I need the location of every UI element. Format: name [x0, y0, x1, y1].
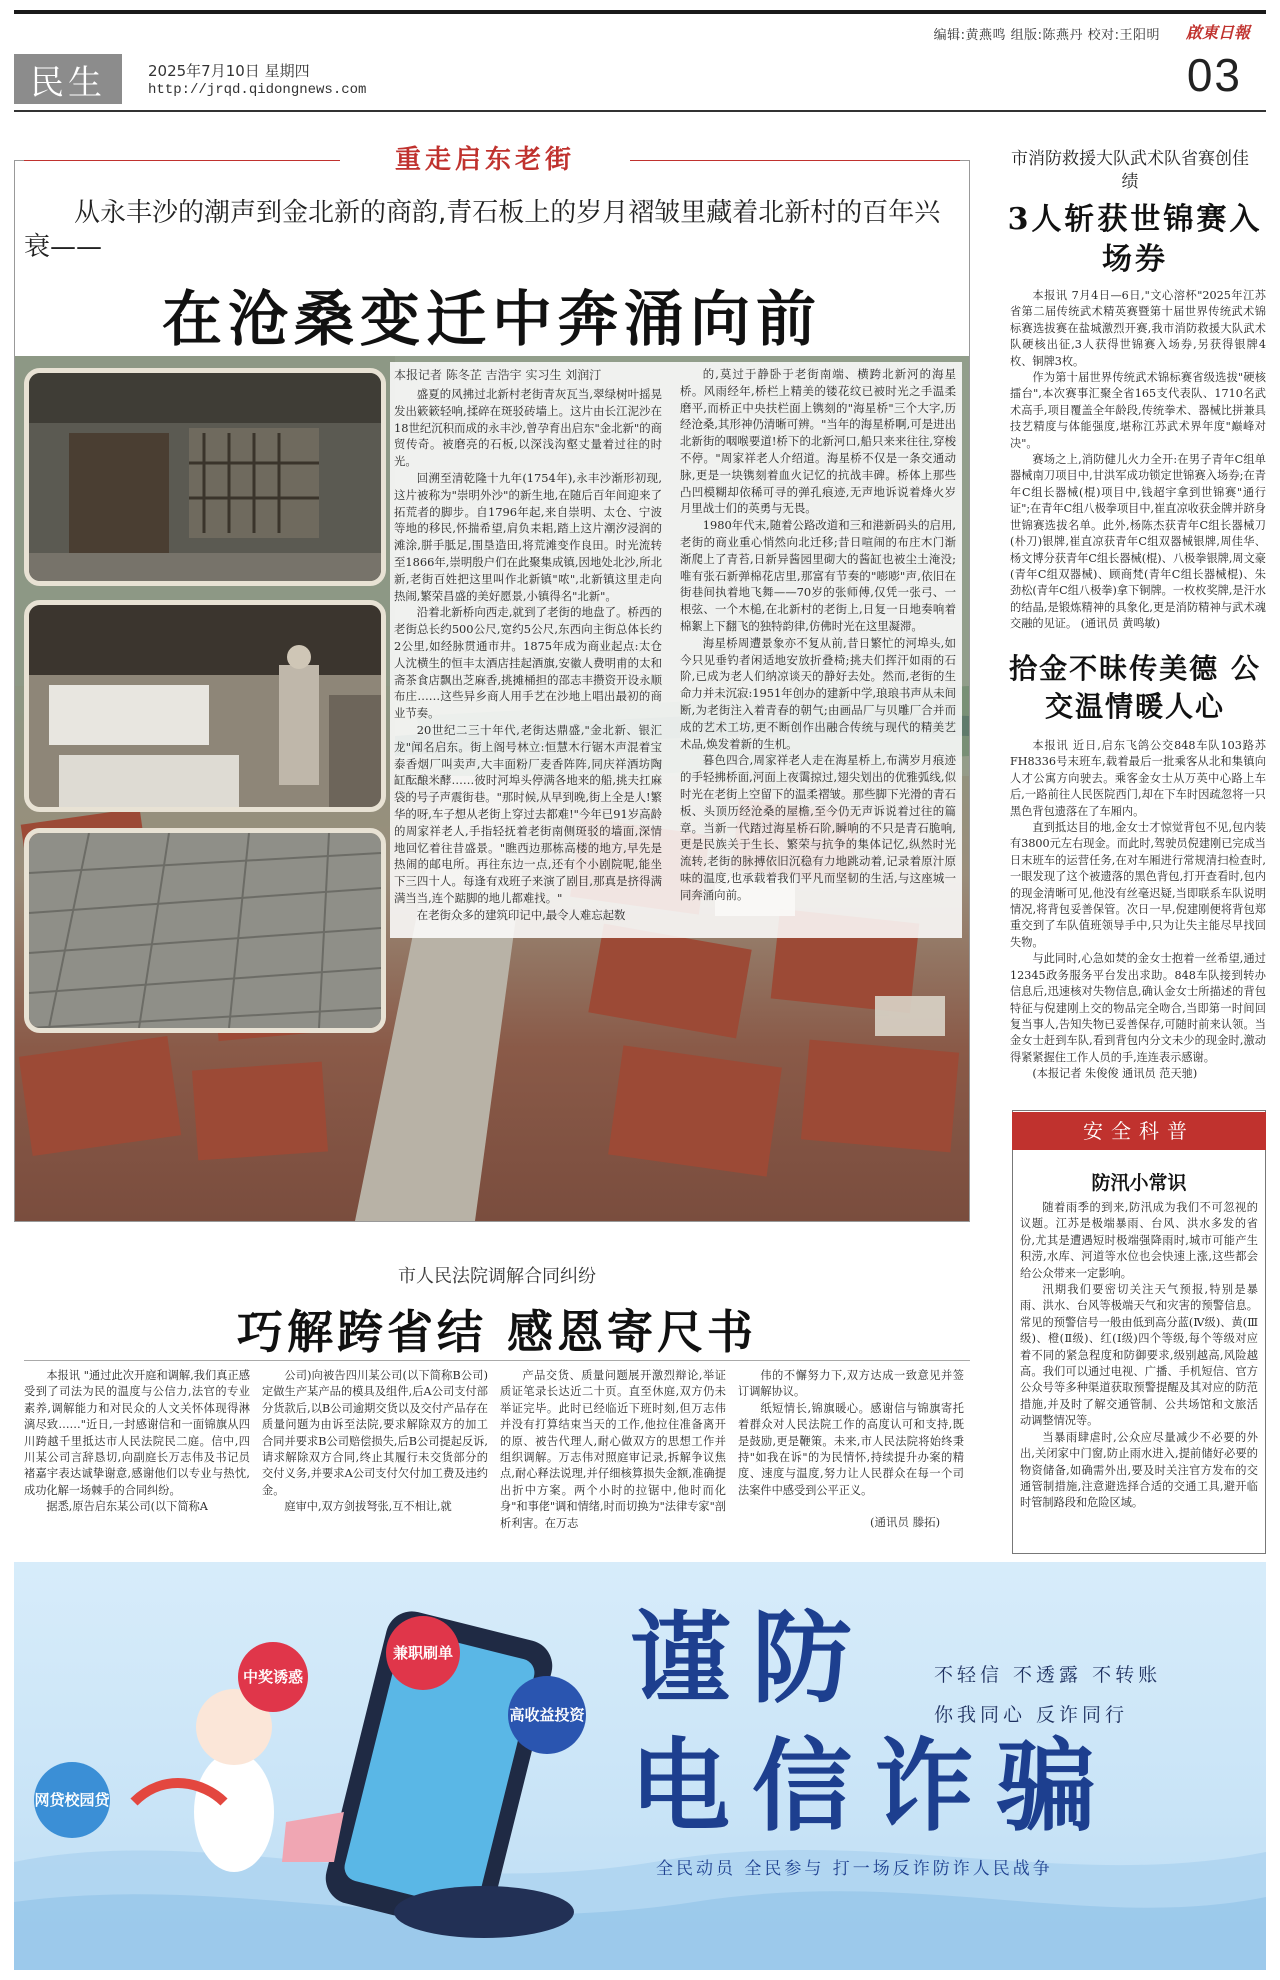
page-number: 03	[1186, 49, 1242, 101]
bubble-part-time-scam: 兼职刷单	[386, 1616, 460, 1690]
ad-title-line1: 谨防	[630, 1600, 874, 1717]
editor-credits: 编辑:黄燕鸣 组版:陈燕丹 校对:王阳明	[933, 28, 1160, 43]
issue-url[interactable]: http://jrqd.qidongnews.com	[148, 82, 367, 98]
top-rule	[14, 10, 1266, 14]
paragraph: (本报记者 朱俊俊 通讯员 范天驰)	[1032, 1067, 1198, 1081]
ad-slogan-1: 不轻信 不透露 不转账	[934, 1664, 1162, 1686]
paragraph: 直到抵达目的地,金女士才惊觉背包不见,包内装有3800元左右现金。而此时,驾驶员倪建刚已完成当日末班车的运营任务,在对车厢进行常规清扫检查时,一眼发现了这个被遗落的黑色背包,打开查看时,包内的现金清晰可见,他没有丝毫迟疑,当即联系车队说明情况,将背包妥善保管。次日一早,倪建刚便将背包郑重交到了车队值班领导手中,只为让失主能尽早找回失物。	[1010, 821, 1266, 949]
paragraph: 海星桥周遭景象亦不复从前,昔日繁忙的河埠头,如今只见垂钓者闲适地安放折叠椅;挑夫们挥汗如雨的石阶,已成为老人们纳凉谈天的静好去处。然而,老街的生命力并未沉寂:1951年创办的建新中学,琅琅书声从未间断,为老街注入着青春的朝气;由画品厂与贝雕厂合并而成的艺术工坊,更不断创作出融合传统与现代的精美艺术品,焕发着新的生机。	[680, 635, 956, 751]
paragraph: 公司)向被告四川某公司(以下简称B公司)定做生产某产品的模具及组件,后A公司支付部分货款后,以B公司逾期交货以及交付产品存在质量问题为由诉至法院,要求解除双方的加工合同并要求B公司赔偿损失,后B公司提起反诉,请求解除双方合同,终止其履行未交货部分的交付义务,并要求A公司支付欠付加工费及违约金。	[262, 1369, 488, 1497]
fire-kicker: 市消防救援大队武术队省赛创佳绩	[1011, 149, 1249, 192]
paragraph: 与此同时,心急如焚的金女士抱着一丝希望,通过12345政务服务平台发出求助。848车队接到转办信息后,迅速核对失物信息,确认金女士所描述的背包特征与倪建刚上交的物品完全吻合,当即第一时间回复当事人,告知失物已妥善保存,可随时前来认领。当金女士赶到车队,看到背包内分文未少的现金时,激动得紧紧握住工作人员的手,连连表示感谢。	[1010, 952, 1266, 1064]
court-column-2-text	[262, 1368, 488, 1516]
bus-body-text	[1010, 738, 1266, 1083]
feature-kicker: 重走启东老街	[340, 140, 630, 180]
photo-cotton-shop	[24, 600, 386, 812]
paragraph: 本报讯 7月4日—6日,"文心溶杯"2025年江苏省第二届传统武术精英赛暨第十届世界传统武术锦标赛选拔赛在盐城激烈开赛,我市消防救援大队武术队硬核出征,3人获得世锦赛入场券,另获得银牌4枚、铜牌3枚。	[1010, 289, 1266, 368]
paragraph: 庭审中,双方剑拔弩张,互不相让,就	[284, 1500, 452, 1514]
court-column-2	[262, 1368, 488, 1538]
feature-column-1	[394, 386, 662, 934]
fire-headline-text: 3人斩获世锦赛入场券	[1007, 202, 1263, 277]
court-column-3	[500, 1368, 726, 1538]
paragraph: 本报讯 近日,启东飞鸽公交848车队103路苏FH8336号末班车,载着最后一批乘客从北和集镇向人才公寓方向驶去。乘客金女士从万英中心路上车后,一路前往人民医院西门,却在下车时因疏忽将一只黑色背包遗落在了车厢内。	[1010, 739, 1266, 818]
feature-column-2-text	[680, 366, 956, 904]
paragraph: 1980年代末,随着公路改道和三和港新码头的启用,老街的商业重心悄然向北迁移;昔日喧闹的布庄木门渐渐爬上了青苔,日新异酱园里砌大的酱缸也被尘土淹没;唯有张石新弹棉花店里,那富有节奏的"嘭嘭"声,依旧在街巷间执着地飞舞——70岁的张师傅,仅凭一张弓、一根弦、一个木槌,在北新村的老街上,日复一日地奏响着棉絮上下翻飞的独特韵律,仿佛时光在这里凝滞。	[680, 518, 956, 633]
ad-title-line2: 电信诈骗	[630, 1728, 1118, 1845]
bubble-prize-lure: 中奖诱惑	[238, 1642, 308, 1712]
paragraph: 本报讯 "通过此次开庭和调解,我们真正感受到了司法为民的温度与公信力,法官的专业素养,调解能力和对民众的人文关怀体现得淋漓尽致……"近日,一封感谢信和一面锦旗从四川跨越千里抵达市人民法院民二庭。信中,四川某公司言辞恳切,向副庭长万志伟及书记员褚嘉宇表达诚挚谢意,感谢他们以专业与热忱,成功化解一场棘手的合同纠纷。	[24, 1369, 250, 1497]
ad-footer: 全民动员 全民参与 打一场反诈防诈人民战争	[656, 1859, 1053, 1879]
court-column-4-text	[738, 1368, 964, 1499]
paragraph: 随着雨季的到来,防汛成为我们不可忽视的议题。江苏是极端暴雨、台风、洪水多发的省份,尤其是遭遇短时极端强降雨时,城市可能产生积涝,水库、河道等水位也会快速上涨,这些都会给公众带来一定影响。	[1020, 1201, 1258, 1280]
paragraph: 盛夏的风拂过北新村老街青灰瓦当,翠绿树叶摇晃发出簌簌轻响,揉碎在斑驳砖墙上。这片由长江泥沙在18世纪沉积而成的永丰沙,曾孕育出启东"金北新"的商贸传奇。被磨亮的石板,以深浅沟壑丈量着过往的时光。	[394, 387, 662, 469]
section-tag: 民生	[14, 54, 122, 104]
issue-date: 2025年7月10日 星期四	[148, 62, 310, 80]
bubble-high-yield-investment: 高收益投资	[508, 1676, 586, 1754]
feature-column-1-text	[394, 386, 662, 924]
feature-column-2	[680, 366, 956, 934]
paragraph: 暮色四合,周家祥老人走在海星桥上,布满岁月痕迹的手轻拂桥面,河面上夜霭掠过,翅尖划出的优雅弧线,似时光在老街上空留下的温柔褶皱。那些脚下光滑的青石板、头顶历经沧桑的屋檐,至今仍无声诉说着过往的篇章。当新一代踏过海星桥石阶,瞬响的不只是青石脆响,更是民族关于生长、繁荣与抗争的集体记忆,纵然时光流转,老街的脉搏依旧沉稳有力地跳动着,记录着原汁原味的温度,也承载着我们平凡而坚韧的生活,与这座城一同奔涌向前。	[680, 753, 956, 902]
safety-banner: 安全科普	[1012, 1112, 1266, 1150]
fire-body-text	[1010, 288, 1266, 633]
paragraph: 沿着北新桥向西走,就到了老街的地盘了。桥西的老街总长约500公尺,宽约5公尺,东西向主街总体长约2公里,如经脉贯通市井。1875年成为商业起点:太仓人沈横生的恒丰太酒店挂起酒旗,安徽人费明甫的太和斋茶食店飘出芝麻香,挑摊桶担的邵志丰攒资开设永顺布庄……这些异乡商人用手艺在沙地上唱出最初的商业节奏。	[394, 605, 662, 721]
safety-body	[1020, 1200, 1258, 1546]
court-column-3-text	[500, 1368, 726, 1532]
bus-headline: 拾金不昧传美德 公交温情暖人心	[1009, 652, 1261, 723]
paragraph: 在老街众多的建筑印记中,最令人难忘起数	[416, 907, 626, 922]
court-column-4	[738, 1368, 964, 1508]
bus-body	[1010, 738, 1266, 1098]
bubble-campus-loan: 网贷校园贷	[34, 1762, 110, 1838]
paragraph: 产品交货、质量问题展开激烈辩论,举证质证笔录长达近二十页。直至休庭,双方仍未举证完毕。此时已经临近下班时刻,但万志伟并没有打算结束当天的工作,他拉住准备离开的原、被告代理人,耐心做双方的思想工作并组织调解。万志伟对照庭审记录,拆解争议焦点,耐心释法说理,并仔细核算损失金额,准确提出折中方案。两个小时的拉锯中,他时而化身"和事佬"调和情绪,时而切换为"法律专家"剖析利害。在万志	[500, 1369, 726, 1530]
court-column-1-text	[24, 1368, 250, 1516]
paragraph: 当暴雨肆虐时,公众应尽量减少不必要的外出,关闭家中门窗,防止雨水进入,提前储好必要的物资储备,如确需外出,要及时关注官方发布的交通管制措施,注意避选择合适的交通工具,避开临时管制路段和危险区域。	[1020, 1430, 1258, 1510]
feature-byline: 本报记者 陈冬芷 吉浩宇 实习生 刘润汀	[394, 368, 602, 382]
safety-title: 防汛小常识	[1091, 1172, 1187, 1194]
court-headline: 巧解跨省结 感恩寄尺书	[236, 1305, 757, 1359]
court-rule	[24, 1360, 970, 1361]
photo-old-house	[24, 368, 386, 586]
court-column-1	[24, 1368, 250, 1538]
paragraph: 的,莫过于静卧于老街南端、横跨北新河的海星桥。风雨经年,桥栏上精美的镂花纹已被时光之手温柔磨平,而桥正中央扶栏面上镌刻的"海星桥"三个大字,历经沧桑,其形神仍清晰可辨。"当年的海星桥啊,可是进出北新街的咽喉要道!桥下的北新河口,船只来来往往,穿梭不停。"周家祥老人介绍道。海星桥不仅是一条交通动脉,更是一块镌刻着血火记忆的抗战丰碑。桥体上那些凸凹模糊却依稀可寻的弹孔痕迹,无声地诉说着烽火岁月里战士们的英勇与无畏。	[680, 367, 956, 516]
photo-stone-road	[24, 828, 386, 1033]
paragraph: 作为第十届世界传统武术锦标赛省级选拔"硬核擂台",本次赛事汇聚全省165支代表队、1710名武术高手,项目覆盖全年龄段,传统拳术、器械比拼兼具技艺精度与体能强度,堪称江苏武术界年度"巅峰对决"。	[1010, 371, 1266, 450]
paragraph: 纸短情长,锦旗暖心。感谢信与锦旗寄托着群众对人民法院工作的高度认可和支持,既是鼓励,更是鞭策。未来,市人民法院将始终秉持"如我在诉"的为民情怀,持续提升办案的精度、速度与温度,努力让人民群众在每一个司法案件中感受到公平正义。	[738, 1401, 964, 1497]
feature-headline: 在沧桑变迁中奔涌向前	[162, 285, 822, 355]
court-byline: (通讯员 滕拓)	[870, 1515, 941, 1529]
ad-slogan-2: 你我同心 反诈同行	[934, 1704, 1129, 1726]
header-rule	[14, 110, 1266, 112]
kicker-line-left	[24, 160, 340, 161]
kicker-line-right	[630, 160, 960, 161]
paragraph: 据悉,原告启东某公司(以下简称A	[46, 1500, 208, 1514]
fire-headline	[1000, 200, 1270, 280]
paragraph: 赛场之上,消防健儿火力全开:在男子青年C组单器械南刀项目中,甘洪军成功锁定世锦赛入场券;在青年C组长器械(棍)项目中,钱超宇拿到世锦赛"通行证";在青年C组八极拳项目中,崔直凉收获金牌并跻身世锦赛选拔名单。此外,杨陈杰获青年C组长器械刀(朴刀)银牌,崔直凉获青年C组双器械银牌,周佳华、杨文博分获青年C组长器械(棍)、八极拳银牌,周文豪(青年C组双器械)、顾商梵(青年C组长器械棍)、朱劲松(青年C组八极拳)拿下铜牌。一枚枚奖牌,是汗水的结晶,是锻炼精神的具象化,更是消防精神与武术魂交融的见证。 (通讯员 黄鸣敏)	[1010, 453, 1266, 631]
paragraph: 伟的不懈努力下,双方达成一致意见并签订调解协议。	[738, 1369, 964, 1399]
paragraph: 20世纪二三十年代,老街达鼎盛,"金北新、银汇龙"闻名启东。街上阁号林立:恒慧木行锯木声混着宝泰香烟厂叫卖声,大丰面粉厂麦香阵阵,同庆祥酒坊陶缸酝酿米酵……彼时河埠头停满各地来的船,挑夫扛麻袋的号子声震街巷。"那时候,从早到晚,街上全是人!繁华的呀,车子想从老街上穿过去都难!"今年已91岁高龄的周家祥老人,手指轻抚着老街南侧斑驳的墙面,深情地回忆着往昔盛景。"瞧西边那栋高楼的地方,早先是热闹的邮电所。再往东边一点,还有个小剧院呢,能坐下三四十人。每逢有戏班子来演了剧目,那真是挤得满满当当,连个踮脚的地儿都难找。"	[394, 722, 662, 905]
safety-body-text	[1020, 1200, 1258, 1512]
court-kicker: 市人民法院调解合同纠纷	[398, 1266, 596, 1287]
feature-deck: 从永丰沙的潮声到金北新的商韵,青石板上的岁月褶皱里藏着北新村的百年兴衰——	[24, 198, 941, 262]
newspaper-masthead: 啟東日報	[1185, 23, 1250, 42]
fire-body	[1010, 288, 1266, 634]
paragraph: 汛期我们要密切关注天气预报,特别是暴雨、洪水、台风等极端天气和灾害的预警信息。常见的预警信号一般由低到高分蓝(Ⅳ级)、黄(Ⅲ级)、橙(Ⅱ级)、红(Ⅰ级)四个等级,每个等级对应着不同的紧急程度和防御要求,级别越高,风险越高。我们可以通过电视、广播、手机短信、官方公众号等多种渠道获取预警提醒及其对应的防范措施,并及时了解交通管制、公共场馆和文旅活动调整情况等。	[1020, 1283, 1258, 1428]
paragraph: 回溯至清乾隆十九年(1754年),永丰沙渐形初现,这片被称为"崇明外沙"的新生地,在随后百年间迎来了拓荒者的脚步。自1796年起,来自崇明、太仓、宁波等地的移民,怀揣希望,肩负耒耜,踏上这片潮汐浸润的滩涂,胼手胝足,围垦造田,将荒滩变作良田。时光流转至1866年,崇明殷户们在此聚集成镇,因地处北沙,所北新,老街百姓把这里叫作北新镇"哝",北新镇这里走向热闹,繁荣昌盛的美好愿景,小镇得名"北新"。	[394, 470, 662, 603]
